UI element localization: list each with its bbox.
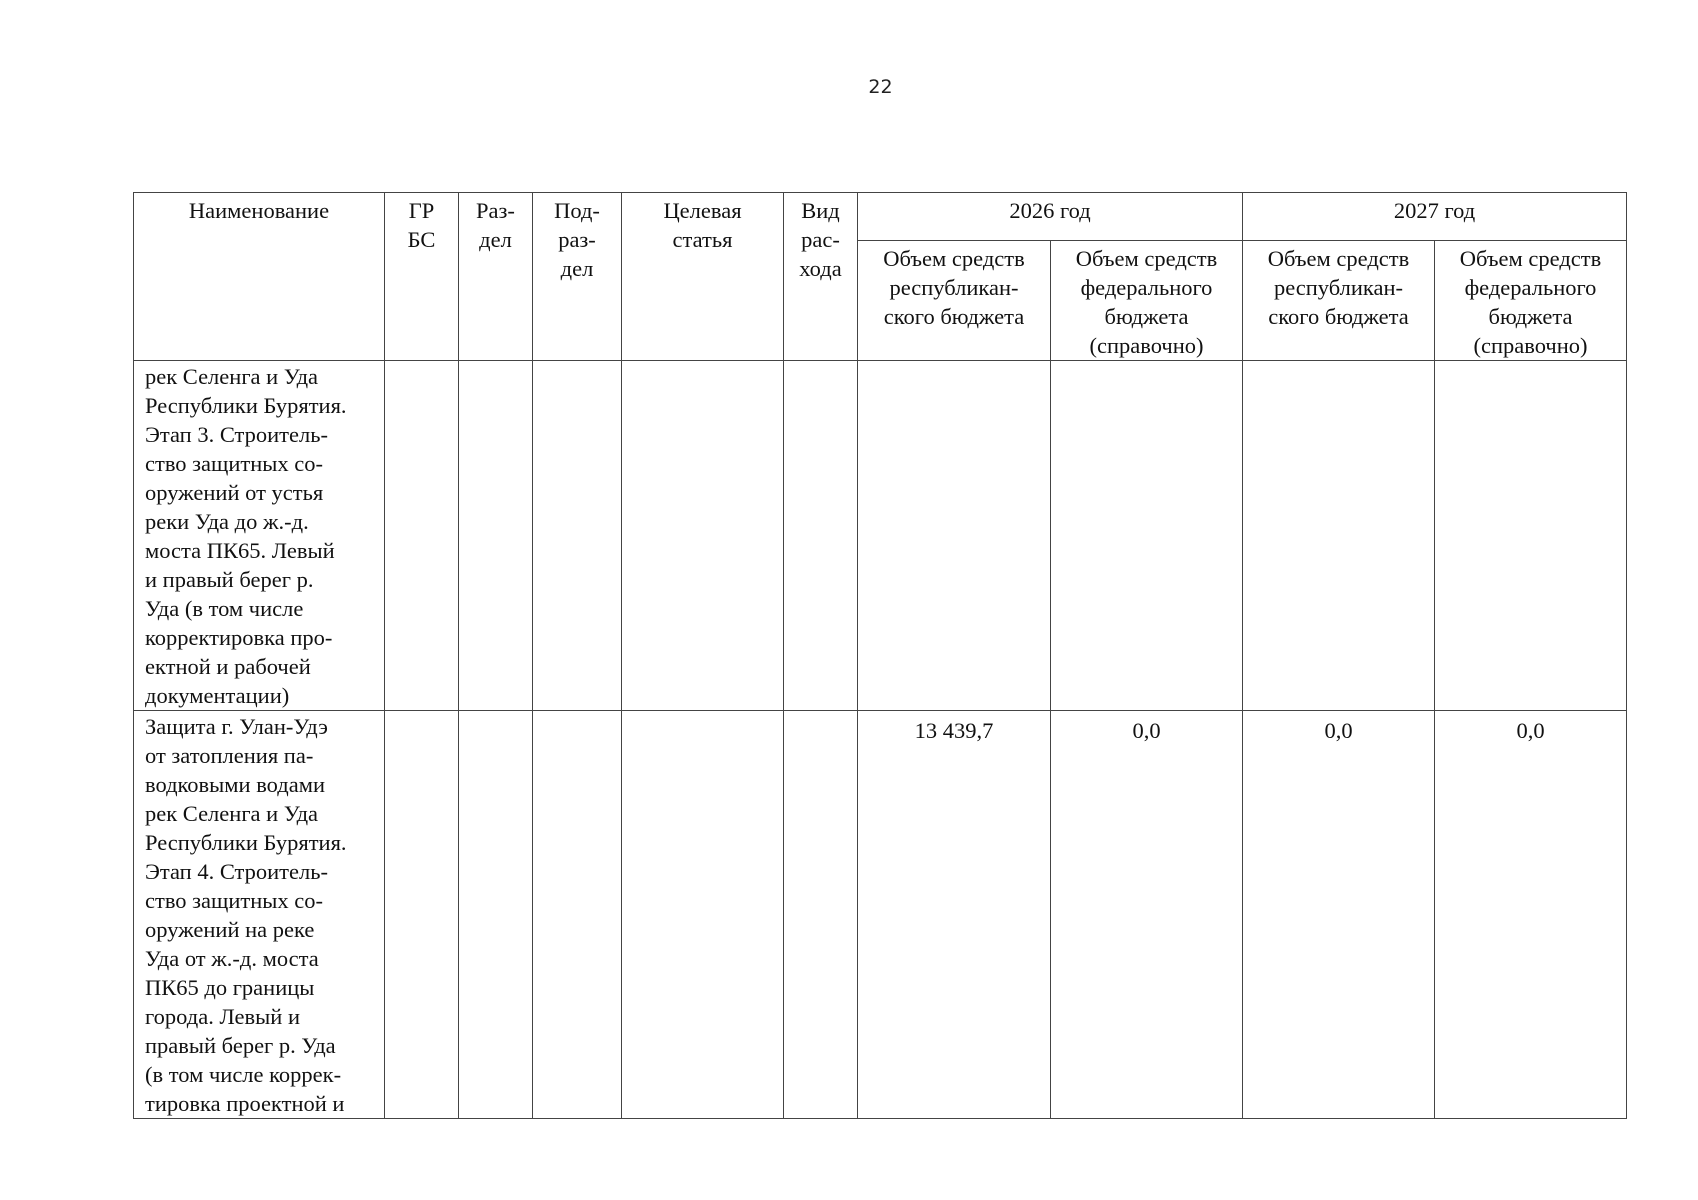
header-razdel: Раз- дел: [459, 193, 533, 361]
table-header-row: [134, 193, 1627, 241]
cell-grbs: [385, 711, 459, 1119]
cell-celevaya-statya: [622, 711, 784, 1119]
cell-podrazdel: [533, 711, 622, 1119]
cell-celevaya-statya: [622, 361, 784, 711]
cell-rep-2027: [1243, 361, 1435, 711]
header-grbs: ГР БС: [385, 193, 459, 361]
cell-grbs: [385, 361, 459, 711]
cell-name: Защита г. Улан-Удэ от затопления па- водковыми водами рек Селенга и Уда Республики Бурятия. Этап 4. Строитель- ство защитных со- оружений на реке Уда от ж.-д. моста ПК65 до границы города. Левый и правый берег р. Уда (в том числе коррек- тировка проектной и: [134, 711, 385, 1119]
header-vid-rashoda: Вид рас- хода: [784, 193, 858, 361]
budget-table: [133, 192, 1627, 1119]
header-fed-budget-2027: Объем средств федерального бюджета (справочно): [1435, 241, 1627, 361]
header-name: Наименование: [134, 193, 385, 361]
cell-fed-2027: [1435, 361, 1627, 711]
cell-vid-rashoda: [784, 361, 858, 711]
header-rep-budget-2026: Объем средств республикан- ского бюджета: [858, 241, 1051, 361]
cell-fed-2027: 0,0: [1435, 711, 1627, 1119]
cell-fed-2026: [1051, 361, 1243, 711]
cell-razdel: [459, 711, 533, 1119]
cell-fed-2026: 0,0: [1051, 711, 1243, 1119]
table-row: [134, 361, 1627, 711]
page-number: 22: [868, 76, 893, 98]
header-year-2027: 2027 год: [1243, 193, 1627, 241]
cell-rep-2027: 0,0: [1243, 711, 1435, 1119]
cell-rep-2026: 13 439,7: [858, 711, 1051, 1119]
header-podrazdel: Под- раз- дел: [533, 193, 622, 361]
header-rep-budget-2027: Объем средств республикан- ского бюджета: [1243, 241, 1435, 361]
header-celevaya-statya: Целевая статья: [622, 193, 784, 361]
header-fed-budget-2026: Объем средств федерального бюджета (справочно): [1051, 241, 1243, 361]
cell-vid-rashoda: [784, 711, 858, 1119]
cell-podrazdel: [533, 361, 622, 711]
cell-name: рек Селенга и Уда Республики Бурятия. Этап 3. Строитель- ство защитных со- оружений от устья реки Уда до ж.-д. моста ПК65. Левый и правый берег р. Уда (в том числе корректировка про- ектной и рабочей документации): [134, 361, 385, 711]
cell-razdel: [459, 361, 533, 711]
header-year-2026: 2026 год: [858, 193, 1243, 241]
table-row: [134, 711, 1627, 1119]
cell-rep-2026: [858, 361, 1051, 711]
